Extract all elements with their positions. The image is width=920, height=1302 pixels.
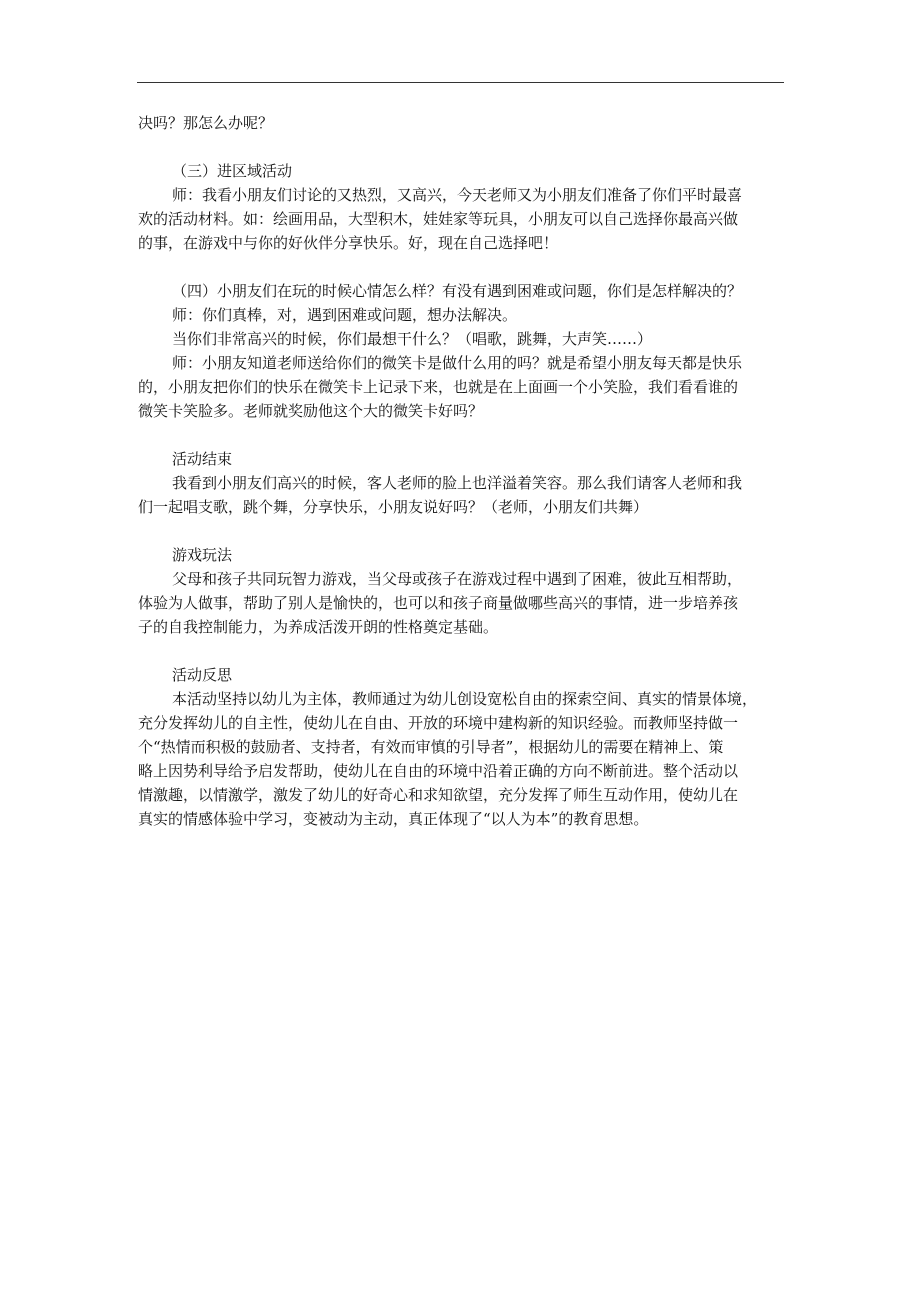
- text-line: 子的自我控制能力，为养成活泼开朗的性格奠定基础。: [138, 618, 499, 636]
- section-heading: （四）小朋友们在玩的时候心情怎么样？有没有遇到困难或问题，你们是怎样解决的？: [172, 282, 743, 300]
- section-heading: 活动反思: [172, 666, 233, 684]
- text-line: 们一起唱支歌，跳个舞，分享快乐，小朋友说好吗？（老师，小朋友们共舞）: [138, 498, 649, 516]
- header-rule: [137, 82, 784, 83]
- section-heading: 游戏玩法: [172, 546, 233, 564]
- text-line: 本活动坚持以幼儿为主体，教师通过为幼儿创设宽松自由的探索空间、真实的情景体境，: [172, 690, 758, 708]
- text-line: 欢的活动材料。如：绘画用品，大型积木，娃娃家等玩具，小朋友可以自己选择你最高兴做: [138, 210, 739, 228]
- text-line: 当你们非常高兴的时候，你们最想干什么？（唱歌，跳舞，大声笑……）: [172, 330, 653, 348]
- text-line: 师：你们真棒，对，遇到困难或问题，想办法解决。: [172, 306, 518, 324]
- text-line: 真实的情感体验中学习，变被动为主动，真正体现了“以人为本”的教育思想。: [138, 810, 649, 828]
- document-body: [138, 111, 786, 831]
- section-heading: 活动结束: [172, 450, 233, 468]
- section-heading: （三）进区域活动: [172, 162, 293, 180]
- text-line: 充分发挥幼儿的自主性，使幼儿在自由、开放的环境中建构新的知识经验。而教师坚持做一: [138, 714, 739, 732]
- text-line: 的事，在游戏中与你的好伙伴分享快乐。好，现在自己选择吧！: [138, 234, 559, 252]
- text-line: 师：我看小朋友们讨论的又热烈，又高兴，今天老师又为小朋友们准备了你们平时最喜: [172, 186, 743, 204]
- text-line: 的，小朋友把你们的快乐在微笑卡上记录下来，也就是在上面画一个小笑脸，我们看看谁的: [138, 378, 739, 396]
- text-line: 父母和孩子共同玩智力游戏，当父母或孩子在游戏过程中遇到了困难，彼此互相帮助，: [172, 570, 743, 588]
- text-line: 微笑卡笑脸多。老师就奖励他这个大的微笑卡好吗？: [138, 402, 484, 420]
- text-line: 个“热情而积极的鼓励者、支持者，有效而审慎的引导者”，根据幼儿的需要在精神上、策: [138, 738, 724, 756]
- text-line: 决吗？那怎么办呢？: [138, 114, 274, 132]
- text-line: 体验为人做事，帮助了别人是愉快的，也可以和孩子商量做哪些高兴的事情，进一步培养孩: [138, 594, 739, 612]
- text-line: 我看到小朋友们高兴的时候，客人老师的脸上也洋溢着笑容。那么我们请客人老师和我: [172, 474, 743, 492]
- text-line: 情激趣，以情激学，激发了幼儿的好奇心和求知欲望，充分发挥了师生互动作用，使幼儿在: [138, 786, 739, 804]
- text-line: 略上因势利导给予启发帮助，使幼儿在自由的环境中沿着正确的方向不断前进。整个活动以: [138, 762, 739, 780]
- text-line: 师：小朋友知道老师送给你们的微笑卡是做什么用的吗？就是希望小朋友每天都是快乐: [172, 354, 743, 372]
